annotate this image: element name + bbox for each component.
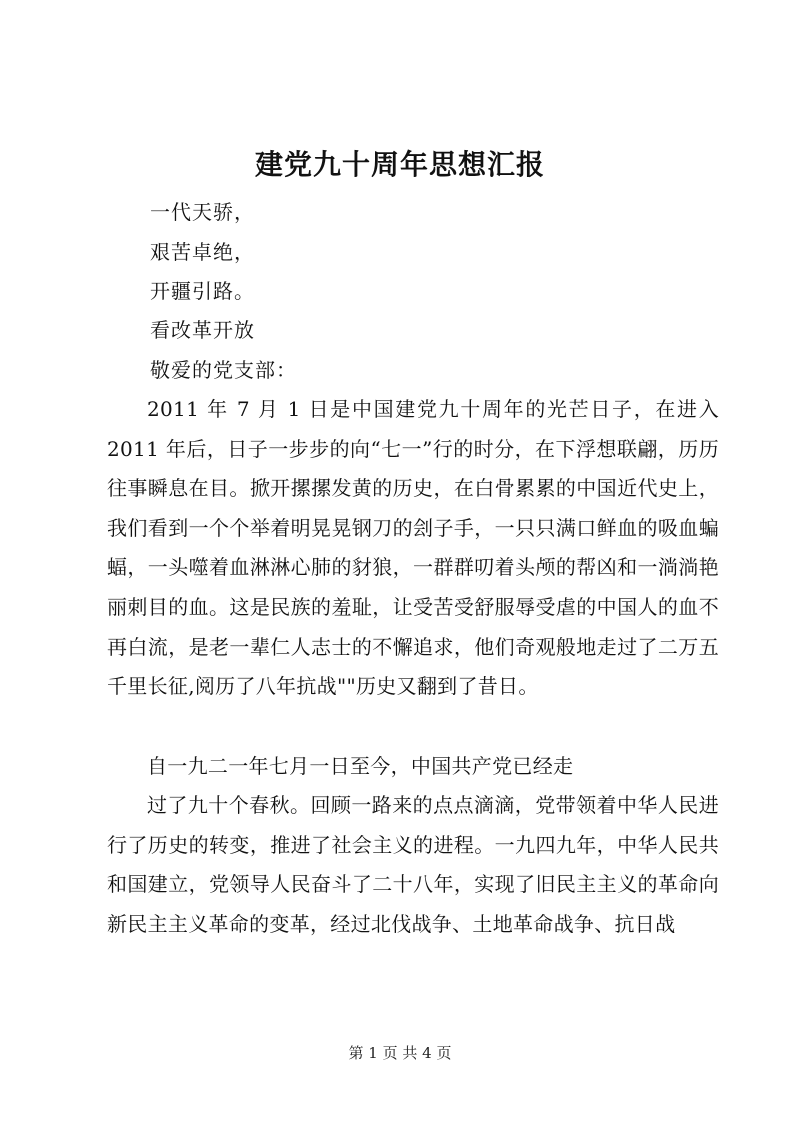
verse-line-1: 一代天骄， <box>150 200 255 224</box>
paragraph-2: 自一九二一年七月一日至今，中国共产党已经走 <box>147 754 574 778</box>
page-footer: 第 1 页 共 4 页 <box>348 1044 452 1062</box>
page-title: 建党九十周年思想汇报 <box>254 148 545 181</box>
paragraph-3: 过了九十个春秋。回顾一路来的点点滴滴，党带领着中华人民进行了历史的转变，推进了社会主义的进程。一九四九年，中华人民共和国建立，党领导人民奋斗了二十八年，实现了旧民主主义的革命向新民主主义革命的变革，经过北伐战争、土地革命战争、抗日战 <box>107 793 719 936</box>
verse-line-3: 开疆引路。 <box>150 279 255 303</box>
paragraph-1: 2011 年 7 月 1 日是中国建党九十周年的光芒日子，在进入 2011 年后，日子一步步的向“七一”行的时分，在下浮想联翩，历历往事瞬息在目。掀开摞摞发黄的历史，在白骨累累的中国近代史上，我们看到一个个举着明晃晃钢刀的刽子手，一只只满口鲜血的吸血蝙蝠，一头噬着血淋淋心肺的豺狼，一群群叨着头颅的帮凶和一淌淌艳丽刺目的血。这是民族的羞耻，让受苦受舒服辱受虐的中国人的血不再白流，是老一辈仁人志士的不懈追求，他们奇观般地走过了二万五千里长征,阅历了八年抗战""历史又翻到了昔日。 <box>107 397 719 699</box>
verse-line-4: 看改革开放 <box>150 318 255 342</box>
verse-line-2: 艰苦卓绝， <box>150 240 255 264</box>
salutation: 敬爱的党支部： <box>150 358 297 382</box>
